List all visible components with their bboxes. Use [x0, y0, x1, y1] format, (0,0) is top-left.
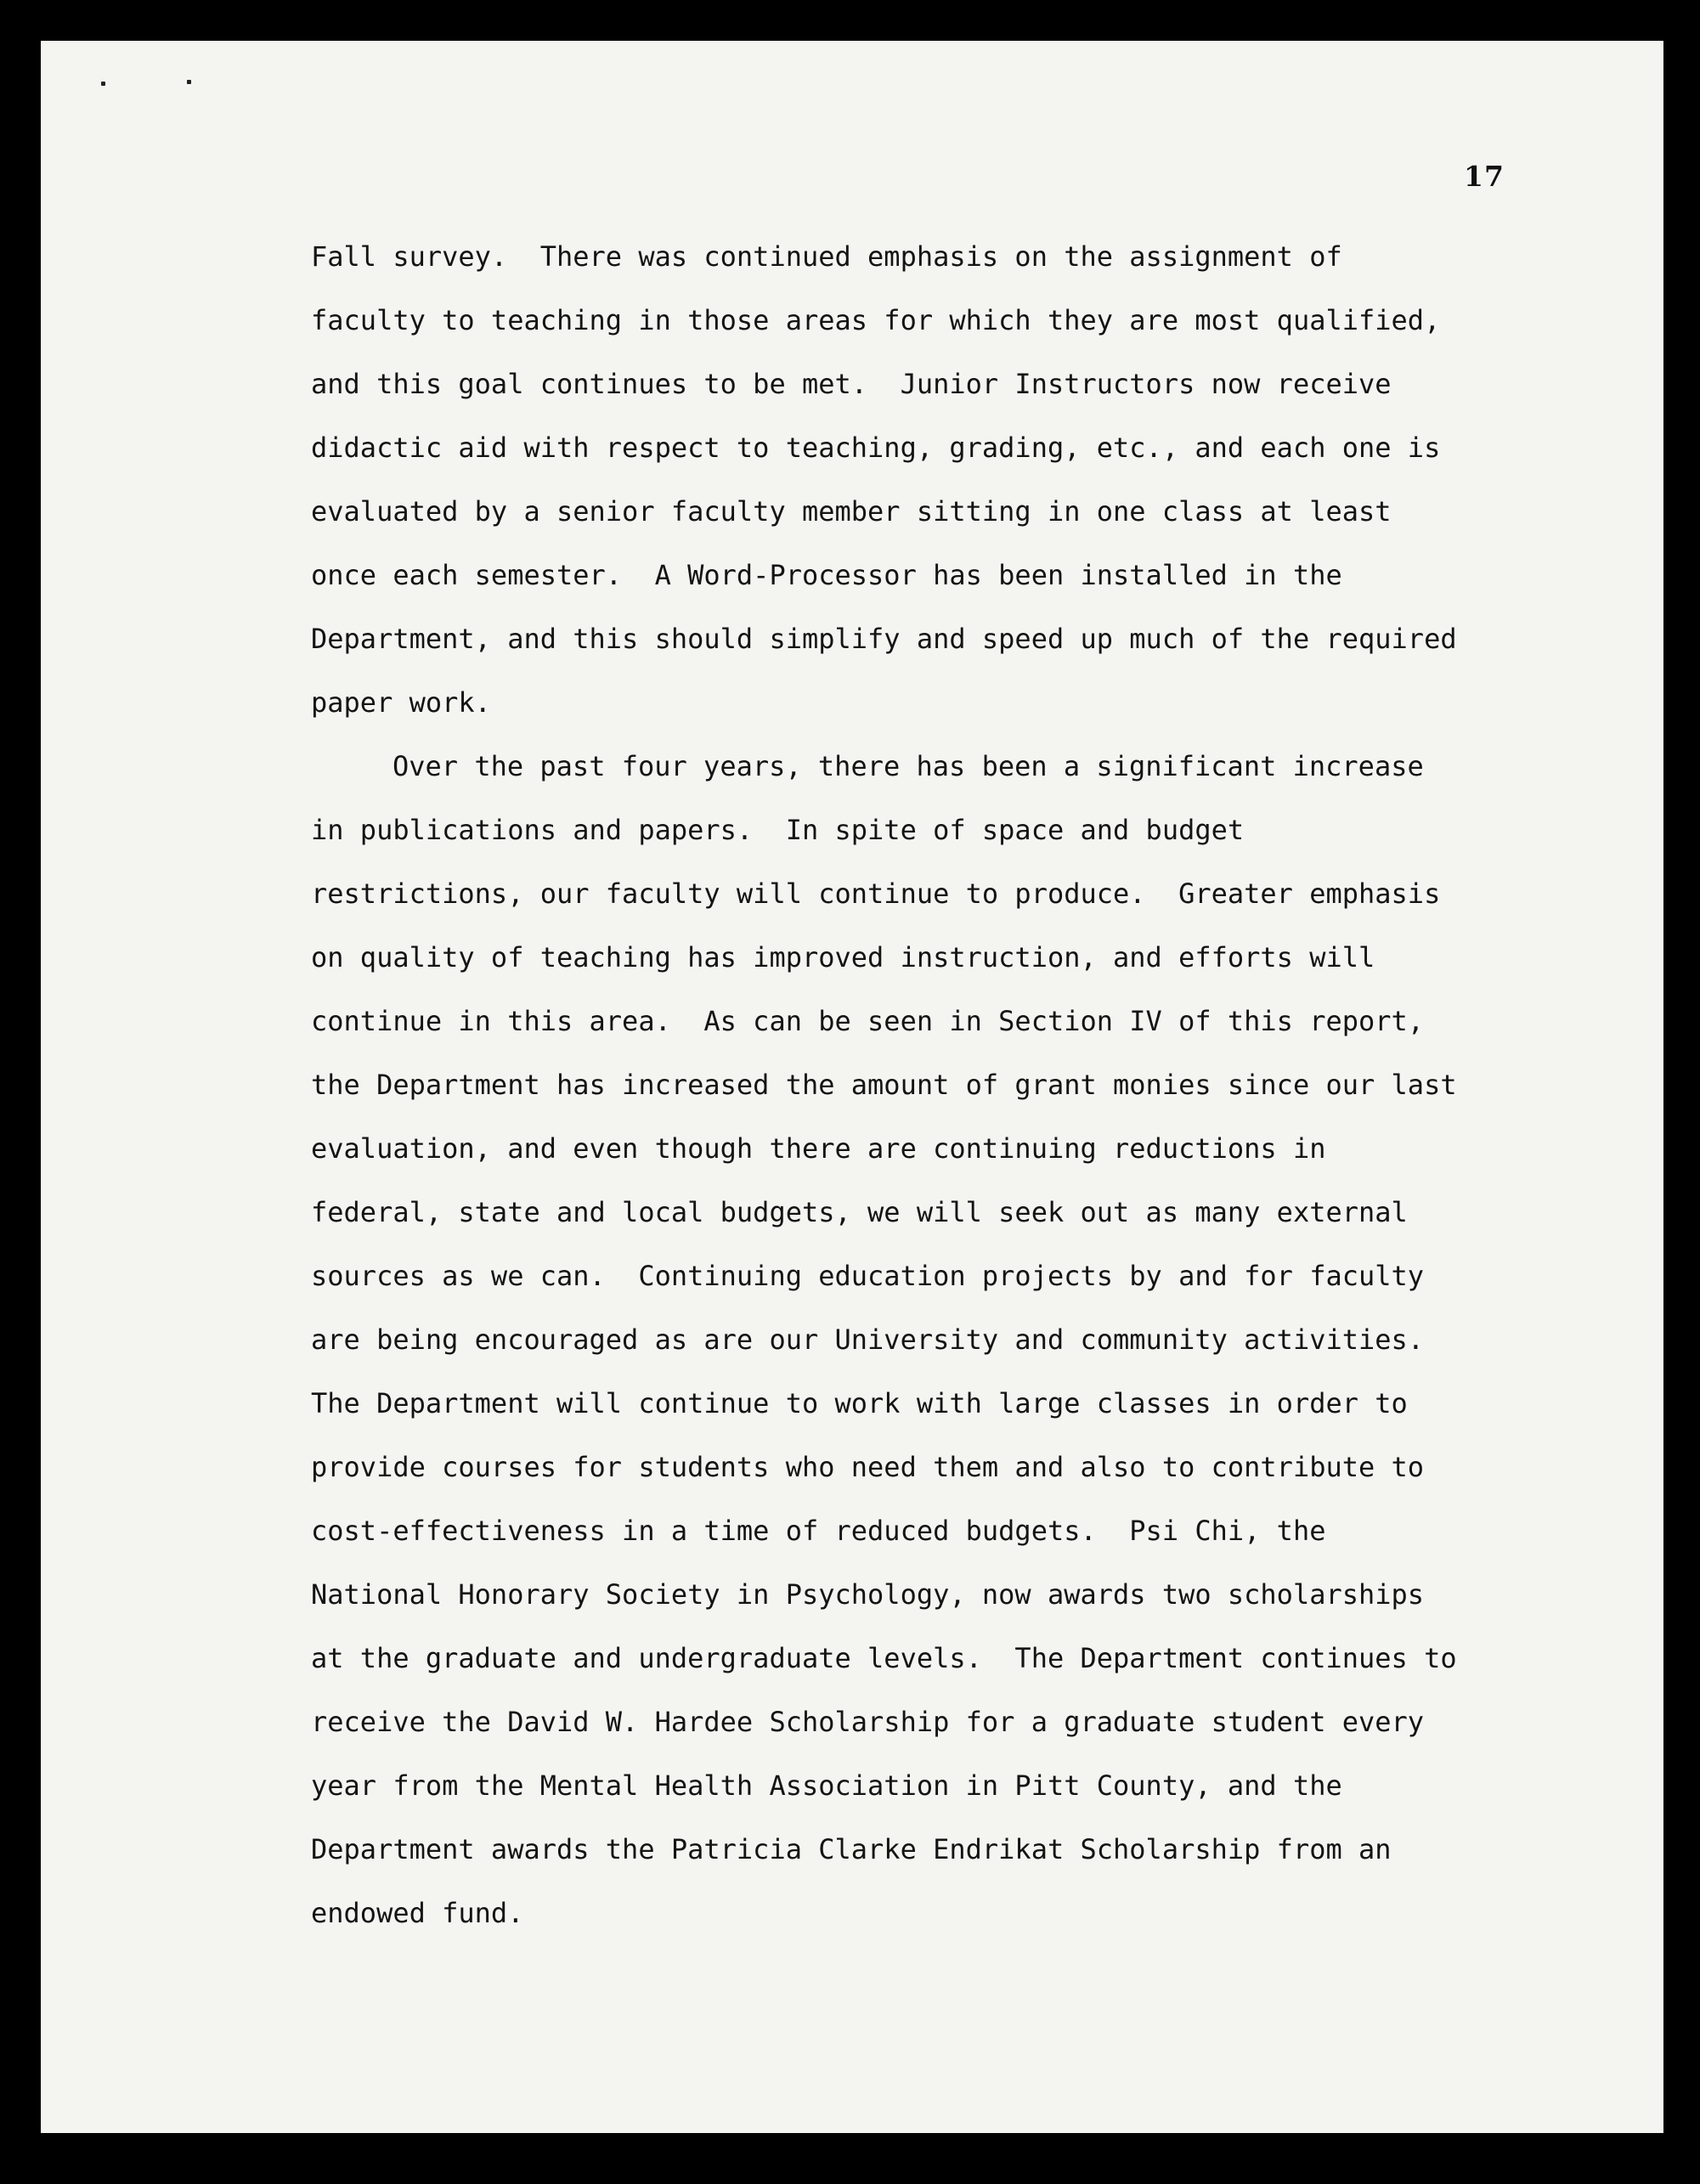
text-line: faculty to teaching in those areas for which they are most qualified, — [311, 304, 1441, 336]
text-line: cost-effectiveness in a time of reduced budgets. Psi Chi, the — [311, 1515, 1326, 1547]
text-line: Department, and this should simplify and speed up much of the required — [311, 623, 1457, 655]
text-line: endowed fund. — [311, 1897, 524, 1929]
scan-speck — [101, 82, 105, 86]
text-line: Department awards the Patricia Clarke Endrikat Scholarship from an — [311, 1833, 1392, 1865]
text-line: The Department will continue to work with large classes in order to — [311, 1387, 1408, 1419]
text-line: Fall survey. There was continued emphasis on the assignment of — [311, 240, 1342, 273]
text-line: the Department has increased the amount of grant monies since our last — [311, 1069, 1457, 1101]
text-line: federal, state and local budgets, we will seek out as many external — [311, 1196, 1408, 1228]
text-line: in publications and papers. In spite of space and budget — [311, 814, 1245, 846]
text-line: are being encouraged as are our University and community activities. — [311, 1323, 1425, 1356]
page-number: 17 — [1464, 160, 1505, 193]
text-line: restrictions, our faculty will continue to produce. Greater emphasis — [311, 878, 1441, 910]
text-line: National Honorary Society in Psychology, now awards two scholarships — [311, 1578, 1425, 1611]
document-page — [41, 41, 1663, 2133]
text-line: year from the Mental Health Association in Pitt County, and the — [311, 1769, 1342, 1802]
text-line: once each semester. A Word-Processor has been installed in the — [311, 559, 1342, 591]
text-line: sources as we can. Continuing education projects by and for faculty — [311, 1260, 1425, 1292]
text-line: paper work. — [311, 686, 491, 719]
text-line: Over the past four years, there has been a significant increase — [393, 750, 1424, 782]
text-line: at the graduate and undergraduate levels. The Department continues to — [311, 1642, 1457, 1674]
text-line: continue in this area. As can be seen in Section IV of this report, — [311, 1005, 1425, 1037]
text-line: didactic aid with respect to teaching, grading, etc., and each one is — [311, 432, 1441, 464]
text-line: receive the David W. Hardee Scholarship for a graduate student every — [311, 1706, 1425, 1738]
text-line: evaluated by a senior faculty member sitting in one class at least — [311, 495, 1392, 528]
text-line: on quality of teaching has improved instruction, and efforts will — [311, 941, 1375, 973]
text-line: and this goal continues to be met. Junior Instructors now receive — [311, 368, 1392, 400]
text-line: provide courses for students who need them and also to contribute to — [311, 1451, 1425, 1483]
scan-speck — [187, 80, 191, 84]
text-line: evaluation, and even though there are continuing reductions in — [311, 1132, 1326, 1165]
